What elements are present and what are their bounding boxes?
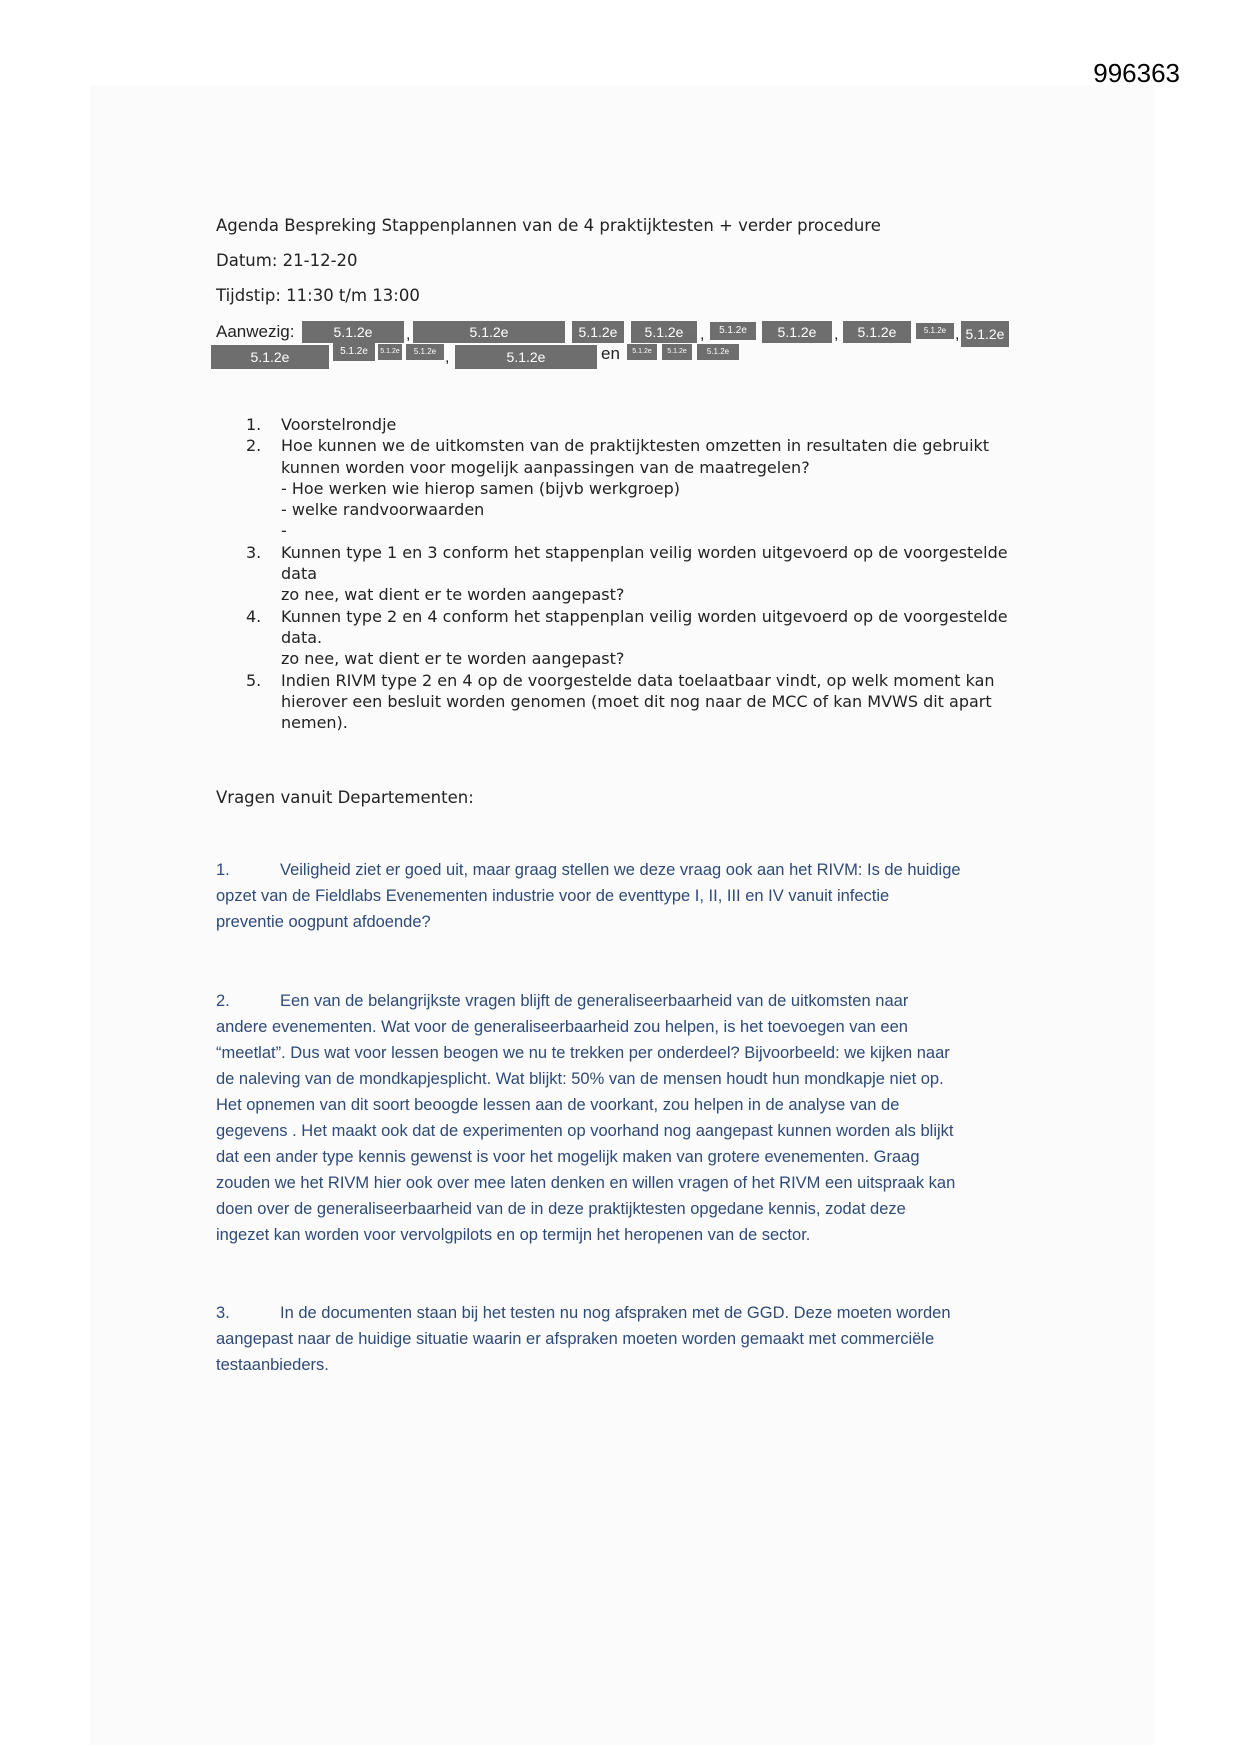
agenda-item-text: - welke randvoorwaarden bbox=[281, 500, 485, 520]
agenda-item bbox=[246, 435, 1046, 541]
question-text: “meetlat”. Dus wat voor lessen beogen we nu te trekken per onderdeel? Bijvoorbeeld: we kijken naar bbox=[216, 1044, 950, 1062]
agenda-item-number: 1. bbox=[246, 415, 262, 434]
agenda-item-text: Kunnen type 1 en 3 conform het stappenplan veilig worden uitgevoerd op de voorgestelde bbox=[281, 542, 1008, 562]
agenda-item-text: - bbox=[281, 521, 287, 541]
agenda-item bbox=[246, 606, 1046, 670]
question-text: gegevens . Het maakt ook dat de experimenten op voorhand nog aangepast kunnen worden als blijkt bbox=[216, 1122, 954, 1140]
agenda-list bbox=[246, 414, 1046, 733]
meeting-date: Datum: 21-12-20 bbox=[216, 251, 358, 270]
redaction-block: 5.1.2e bbox=[455, 345, 597, 369]
redaction-block: 5.1.2e bbox=[333, 343, 375, 361]
agenda-item-text: data. bbox=[281, 627, 323, 647]
question-text: Een van de belangrijkste vragen blijft de generaliseerbaarheid van de uitkomsten naar bbox=[280, 992, 909, 1010]
meeting-time: Tijdstip: 11:30 t/m 13:00 bbox=[216, 286, 420, 305]
document-number: 996363 bbox=[1093, 58, 1180, 88]
question-text: testaanbieders. bbox=[216, 1356, 329, 1374]
agenda-title: Agenda Bespreking Stappenplannen van de 4 praktijktesten + verder procedure bbox=[216, 216, 881, 235]
redaction-block: 5.1.2e bbox=[406, 344, 444, 360]
redaction-block: 5.1.2e bbox=[961, 321, 1009, 347]
question-text: de naleving van de mondkapjesplicht. Wat blijkt: 50% van de mensen houdt hun mondkapje niet op. bbox=[216, 1070, 944, 1088]
agenda-item-text: hierover een besluit worden genomen (moet dit nog naar de MCC of kan MVWS dit apart bbox=[281, 691, 992, 711]
redaction-fragment: 5.1. bbox=[686, 334, 698, 341]
redaction-block: 5.1.2e bbox=[697, 344, 739, 360]
redaction-block: 5.1.2e bbox=[572, 321, 624, 343]
question-text: preventie oogpunt afdoende? bbox=[216, 913, 431, 931]
agenda-item-text: zo nee, wat dient er te worden aangepast? bbox=[281, 649, 625, 669]
departments-title: Vragen vanuit Departementen: bbox=[216, 788, 474, 807]
separator-and: en bbox=[601, 344, 620, 363]
agenda-item-number: 4. bbox=[246, 606, 262, 626]
question-text: doen over de generaliseerbaarheid van de in deze praktijktesten opgedane kennis, zodat deze bbox=[216, 1200, 906, 1218]
question-number: 3. bbox=[216, 1304, 230, 1322]
agenda-item-text: Indien RIVM type 2 en 4 op de voorgestelde data toelaatbaar vindt, op welk moment kan bbox=[281, 670, 995, 690]
redaction-block: 5.1.2e bbox=[843, 321, 911, 343]
agenda-item bbox=[246, 542, 1046, 606]
agenda-item bbox=[246, 414, 1046, 435]
question-text: Veiligheid ziet er goed uit, maar graag stellen we deze vraag ook aan het RIVM: Is de huidige bbox=[280, 861, 961, 879]
redaction-block: 5.1.2e bbox=[413, 321, 565, 343]
department-question bbox=[216, 988, 1036, 1248]
agenda-item bbox=[246, 670, 1046, 734]
agenda-item-number: 5. bbox=[246, 670, 262, 690]
separator: , bbox=[955, 326, 960, 343]
redaction-block: 5.1.2e bbox=[762, 321, 832, 343]
redaction-block: 5.1.2e bbox=[916, 323, 954, 339]
question-text: In de documenten staan bij het testen nu nog afspraken met de GGD. Deze moeten worden bbox=[280, 1304, 951, 1322]
redaction-block: 5.1.2e bbox=[627, 344, 657, 360]
agenda-item-text: nemen). bbox=[281, 713, 348, 733]
attendees-label: Aanwezig: bbox=[216, 322, 295, 341]
agenda-item-text: Voorstelrondje bbox=[281, 415, 397, 434]
redaction-block: 5.1.2e bbox=[662, 344, 692, 360]
question-text: dat een ander type kennis gewenst is voor het mogelijk maken van grotere evenementen. Graag bbox=[216, 1148, 920, 1166]
question-text: Het opnemen van dit soort beoogde lessen aan de voorkant, zou helpen in de analyse van de bbox=[216, 1096, 900, 1114]
agenda-item-text: zo nee, wat dient er te worden aangepast? bbox=[281, 585, 625, 605]
separator: , bbox=[834, 326, 839, 343]
question-number: 2. bbox=[216, 992, 230, 1010]
redaction-block: 5.1.2e bbox=[631, 321, 697, 343]
question-text: ingezet kan worden voor vervolgpilots en op termijn het heropenen van de sector. bbox=[216, 1226, 811, 1244]
department-question bbox=[216, 1300, 1036, 1378]
agenda-item-number: 2. bbox=[246, 436, 262, 456]
agenda-item-text: kunnen worden voor mogelijk aanpassingen van de maatregelen? bbox=[281, 457, 810, 477]
redaction-block: 5.1.2e bbox=[378, 344, 402, 360]
question-text: andere evenementen. Wat voor de generaliseerbaarheid zou helpen, is het toevoegen van een bbox=[216, 1018, 908, 1036]
question-text: aangepast naar de huidige situatie waarin er afspraken moeten worden gemaakt met commerciële bbox=[216, 1330, 935, 1348]
redaction-block: 5.1.2e bbox=[710, 322, 756, 340]
redaction-block: 5.1.2e bbox=[211, 345, 329, 369]
agenda-item-text: - Hoe werken wie hierop samen (bijvb werkgroep) bbox=[281, 478, 681, 498]
redaction-block: 5.1.2e bbox=[302, 321, 404, 343]
agenda-item-number: 3. bbox=[246, 542, 262, 562]
separator: , bbox=[445, 349, 450, 366]
question-text: zouden we het RIVM hier ook over mee laten denken en willen vragen of het RIVM een uitspraak kan bbox=[216, 1174, 956, 1192]
agenda-item-text: Kunnen type 2 en 4 conform het stappenplan veilig worden uitgevoerd op de voorgestelde bbox=[281, 606, 1008, 626]
question-number: 1. bbox=[216, 861, 230, 879]
question-text: opzet van de Fieldlabs Evenementen industrie voor de eventtype I, II, III en IV vanuit infectie bbox=[216, 887, 890, 905]
agenda-item-text: Hoe kunnen we de uitkomsten van de praktijktesten omzetten in resultaten die gebruikt bbox=[281, 436, 990, 456]
separator: , bbox=[700, 326, 705, 343]
agenda-item-text: data bbox=[281, 564, 318, 584]
separator: , bbox=[406, 326, 411, 343]
department-question bbox=[216, 857, 1036, 935]
